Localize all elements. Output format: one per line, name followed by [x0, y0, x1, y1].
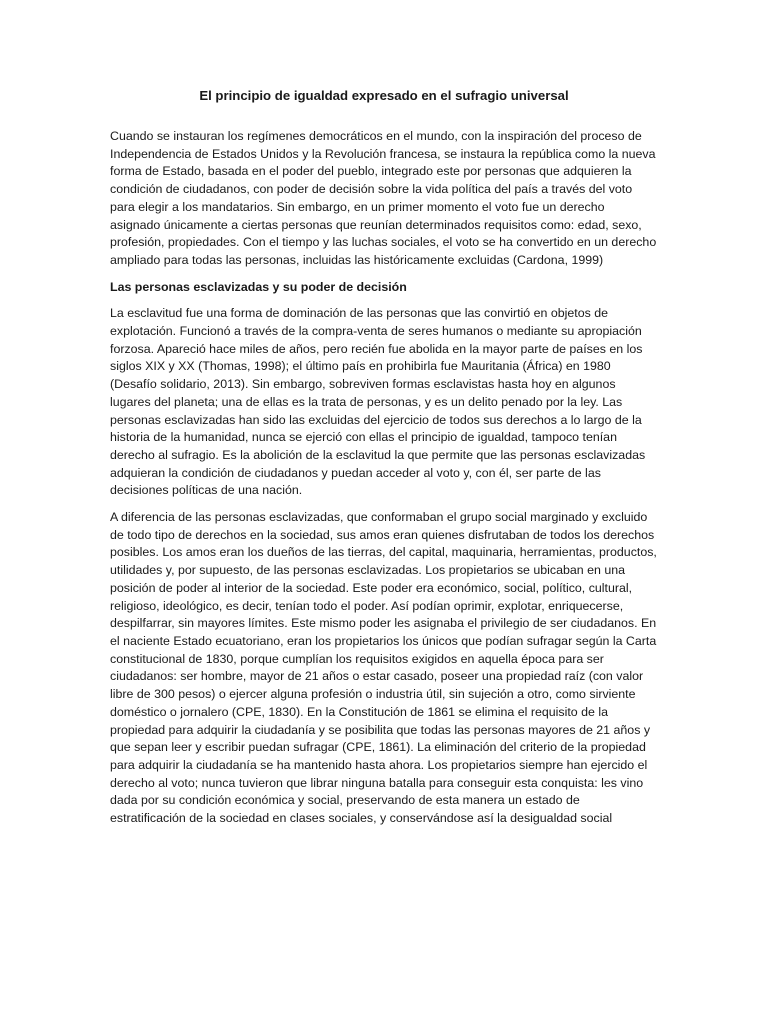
document-body [110, 87, 658, 837]
body-paragraph-1: La esclavitud fue una forma de dominación de las personas que las convirtió en objetos de explotación. Funcionó a través de la compra-venta de seres humanos o mediante su apropiación forzosa. Apareció hace miles de años, pero recién fue abolida en la mayor parte de países en los siglos XIX y XX (Thomas, 1998); el último país en prohibirla fue Mauritania (África) en 1980 (Desafío solidario, 2013). Sin embargo, sobreviven formas esclavistas hasta hoy en algunos lugares del planeta; una de ellas es la trata de personas, y es un delito penado por la ley. Las personas esclavizadas han sido las excluidas del ejercicio de todos sus derechos a lo largo de la historia de la humanidad, nunca se ejerció con ellas el principio de igualdad, tampoco tenían derecho al sufragio. Es la abolición de la esclavitud la que permite que las personas esclavizadas adquieran la condición de ciudadanos y puedan acceder al voto y, con él, ser parte de las decisiones políticas de una nación. [110, 306, 646, 498]
intro-paragraph: Cuando se instauran los regímenes democráticos en el mundo, con la inspiración del proceso de Independencia de Estados Unidos y la Revolución francesa, se instaura la república como la nueva forma de Estado, basada en el poder del pueblo, integrado este por personas que adquieren la condición de ciudadanos, con poder de decisión sobre la vida política del país a través del voto para elegir a los mandatarios. Sin embargo, en un primer momento el voto fue un derecho asignado únicamente a ciertas personas que reunían determinados requisitos como: edad, sexo, profesión, propiedades. Con el tiempo y las luchas sociales, el voto se ha convertido en un derecho ampliado para todas las personas, incluidas las históricamente excluidas (Cardona, 1999) [110, 129, 657, 267]
document-title: El principio de igualdad expresado en el sufragio universal [199, 88, 569, 103]
body-paragraph-2: A diferencia de las personas esclavizadas, que conformaban el grupo social marginado y excluido de todo tipo de derechos en la sociedad, sus amos eran quienes disfrutaban de todos los derechos posibles. Los amos eran los dueños de las tierras, del capital, maquinaria, herramientas, productos, utilidades y, por supuesto, de las personas esclavizadas. Los propietarios se ubicaban en una posición de poder al interior de la sociedad. Este poder era económico, social, político, cultural, religioso, ideológico, es decir, tenían todo el poder. Así podían oprimir, explotar, enriquecerse, despilfarrar, sin mayores límites. Este mismo poder les asignaba el privilegio de ser ciudadanos. En el naciente Estado ecuatoriano, eran los propietarios los únicos que podían sufragar según la Carta constitucional de 1830, porque cumplían los requisitos exigidos en aquella época para ser ciudadanos: ser hombre, mayor de 21 años o estar casado, poseer una propiedad raíz (con valor libre de 300 pesos) o ejercer alguna profesión o industria útil, sin sujeción a otro, como sirviente doméstico o jornalero (CPE, 1830). En la Constitución de 1861 se elimina el requisito de la propiedad para adquirir la ciudadanía y se posibilita que todas las personas mayores de 21 años y que sepan leer y escribir puedan sufragar (CPE, 1861). La eliminación del criterio de la propiedad para adquirir la ciudadanía se ha mantenido hasta ahora. Los propietarios siempre han ejercido el derecho al voto; nunca tuvieron que librar ninguna batalla para conseguir esta conquista: les vino dada por su condición económica y social, preservando de esta manera un estado de estratificación de la sociedad en clases sociales, y conservándose así la desigualdad social [110, 510, 657, 826]
section-heading: Las personas esclavizadas y su poder de decisión [110, 279, 407, 294]
